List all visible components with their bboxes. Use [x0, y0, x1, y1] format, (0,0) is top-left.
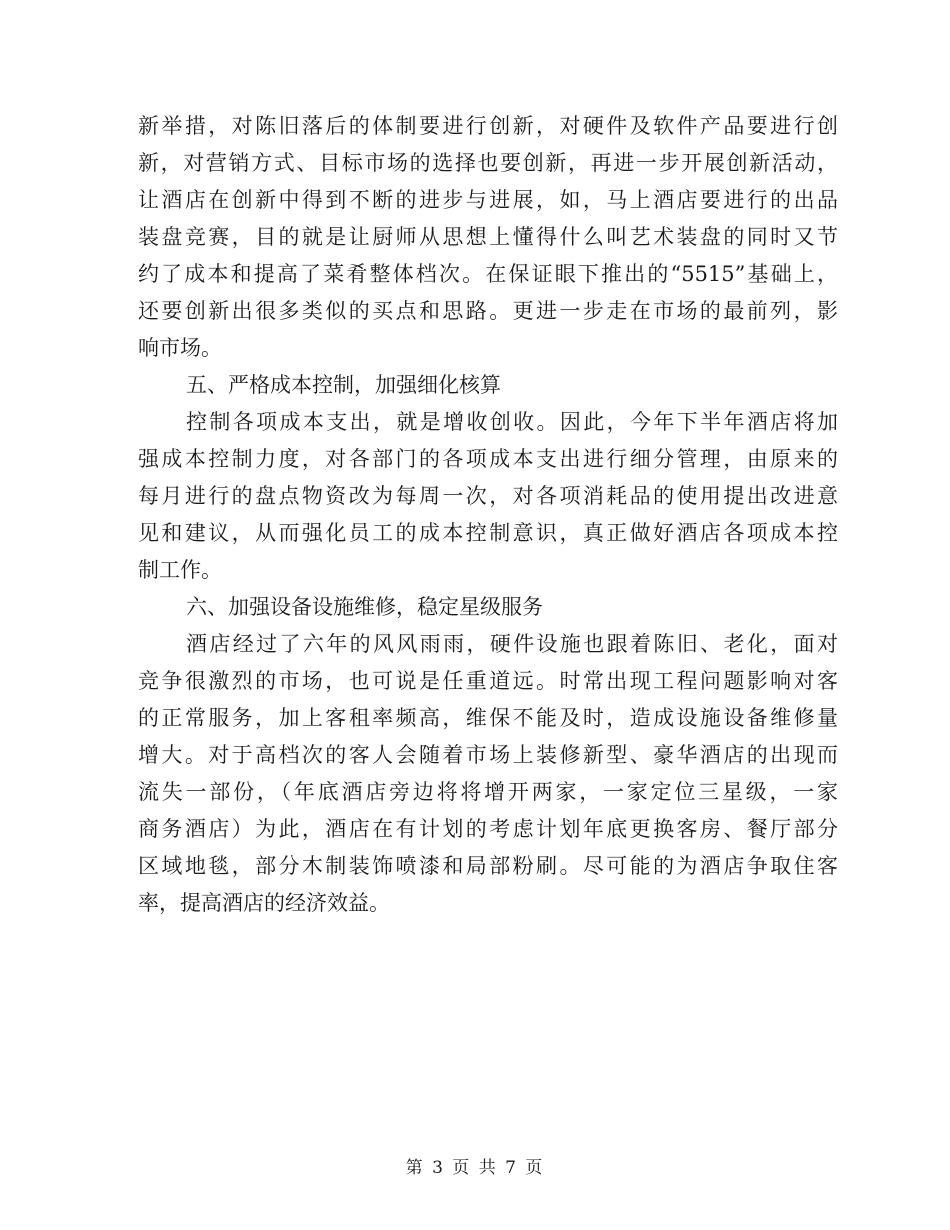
text-line: 增大。对于高档次的客人会随着市场上装修新型、豪华酒店的出现而 — [138, 743, 838, 767]
text-line: 约了成本和提高了菜肴整体档次。在保证眼下推出的“5515”基础上， — [138, 262, 838, 286]
text-line: 见和建议，从而强化员工的成本控制意识，真正做好酒店各项成本控 — [138, 521, 838, 545]
page-number-footer: 第 3 页 共 7 页 — [405, 1158, 545, 1178]
text-line: 控制各项成本支出，就是增收创收。因此，今年下半年酒店将加 — [186, 410, 838, 434]
paragraph-section-six — [138, 626, 838, 922]
text-line: 装盘竞赛，目的就是让厨师从思想上懂得什么叫艺术装盘的同时又节 — [138, 225, 838, 249]
text-line: 新，对营销方式、目标市场的选择也要创新，再进一步开展创新活动， — [138, 151, 838, 175]
text-line: 的正常服务，加上客租率频高，维保不能及时，造成设施设备维修量 — [138, 706, 838, 730]
text-line: 响市场。 — [138, 336, 222, 360]
text-line: 让酒店在创新中得到不断的进步与进展，如，马上酒店要进行的出品 — [138, 188, 838, 212]
text-line: 流失一部份，（年底酒店旁边将将增开两家，一家定位三星级，一家 — [138, 780, 838, 804]
text-line: 区域地毯，部分木制装饰喷漆和局部粉刷。尽可能的为酒店争取住客 — [138, 854, 838, 878]
text-line: 强成本控制力度，对各部门的各项成本支出进行细分管理，由原来的 — [138, 447, 838, 471]
text-line: 酒店经过了六年的风风雨雨，硬件设施也跟着陈旧、老化，面对 — [186, 632, 838, 656]
paragraph-section-five — [138, 404, 838, 589]
text-line: 新举措，对陈旧落后的体制要进行创新，对硬件及软件产品要进行创 — [138, 114, 838, 138]
document-body — [138, 108, 838, 922]
section-heading-six: 六、加强设备设施维修，稳定星级服务 — [186, 595, 543, 619]
text-line: 商务酒店）为此，酒店在有计划的考虑计划年底更换客房、餐厅部分 — [138, 817, 838, 841]
text-line: 率，提高酒店的经济效益。 — [138, 891, 390, 915]
text-line: 还要创新出很多类似的买点和思路。更进一步走在市场的最前列，影 — [138, 299, 838, 323]
text-line: 每月进行的盘点物资改为每周一次，对各项消耗品的使用提出改进意 — [138, 484, 838, 508]
section-heading-five: 五、严格成本控制，加强细化核算 — [186, 373, 501, 397]
paragraph-intro — [138, 108, 838, 367]
text-line: 竞争很激烈的市场，也可说是任重道远。时常出现工程问题影响对客 — [138, 669, 838, 693]
text-line: 制工作。 — [138, 558, 222, 582]
